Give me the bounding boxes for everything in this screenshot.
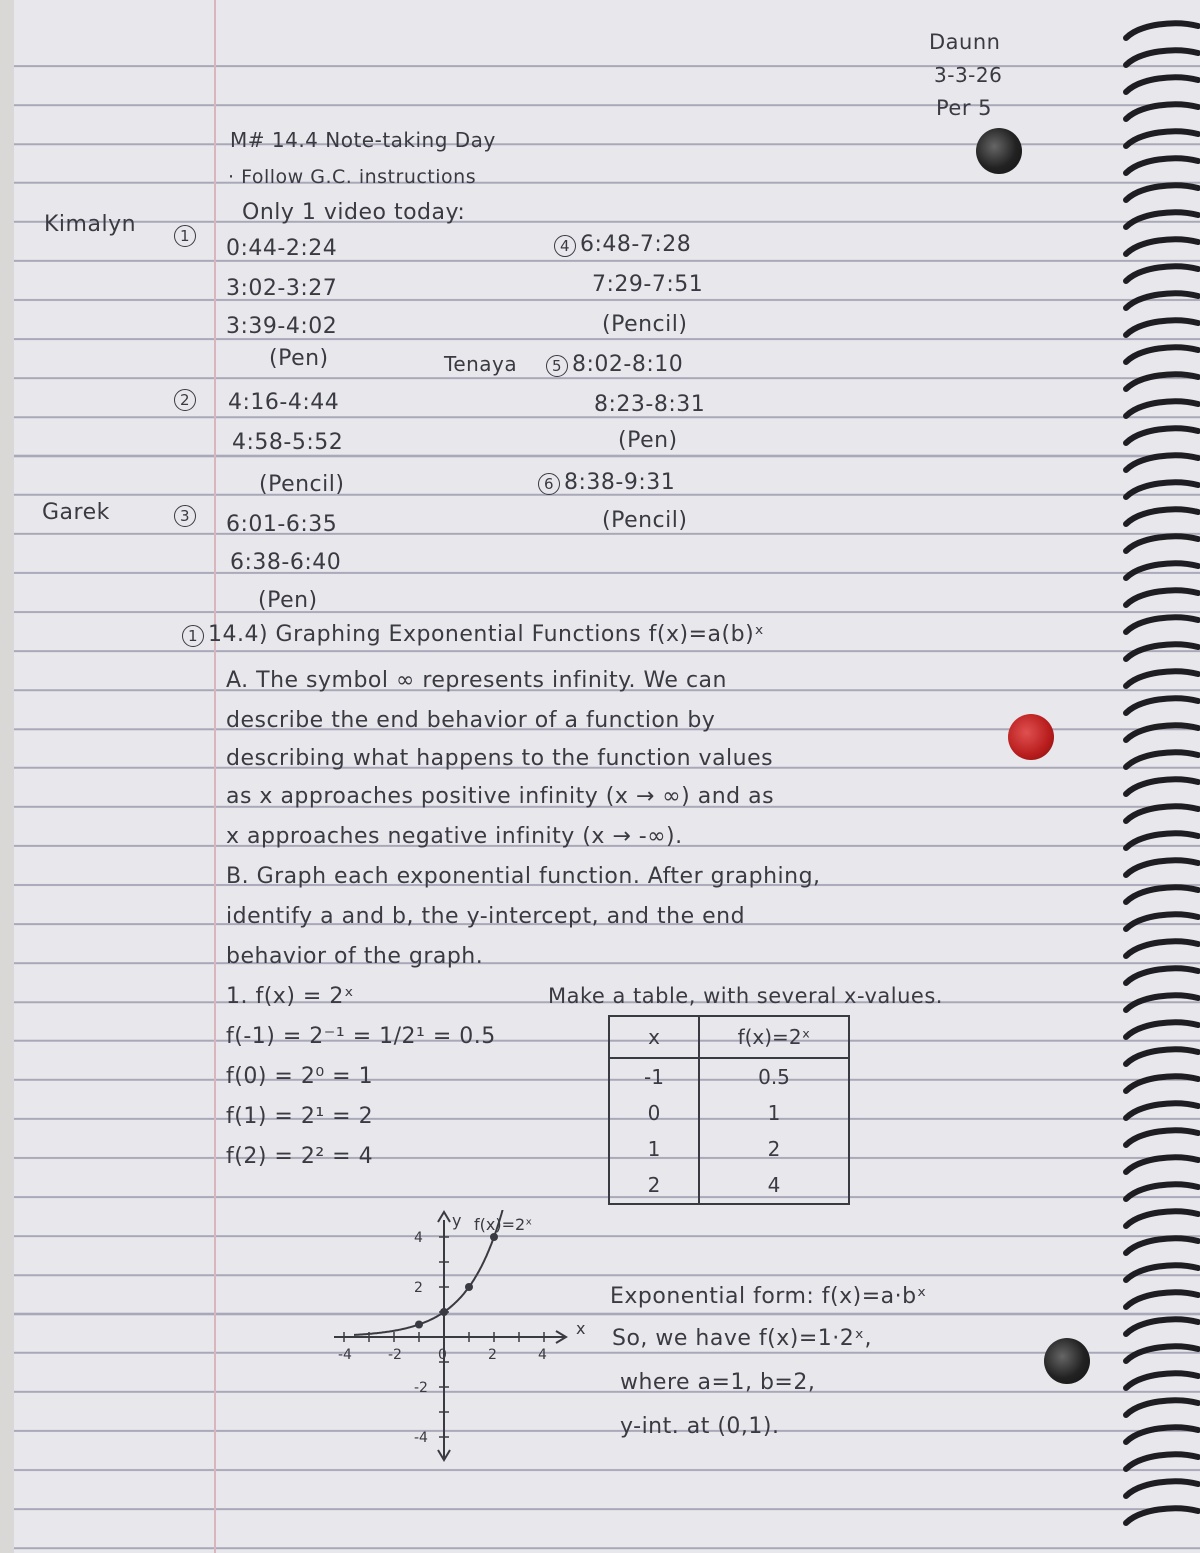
- summary-line: So, we have f(x)=1·2ˣ,: [612, 1326, 873, 1351]
- time: 7:29-7:51: [592, 272, 704, 297]
- spiral-coil: [1126, 158, 1198, 173]
- punch-hole: [1008, 714, 1054, 760]
- paragraph-a-line: describing what happens to the function values: [226, 746, 774, 771]
- paragraph-a-line: describe the end behavior of a function by: [226, 708, 716, 733]
- spiral-coil: [1126, 1427, 1198, 1442]
- spiral-coil: [1126, 914, 1198, 929]
- segment-1: 1: [174, 222, 200, 247]
- time: 8:23-8:31: [594, 392, 706, 417]
- spiral-coil: [1126, 23, 1198, 38]
- y-tick-label: 4: [414, 1230, 423, 1246]
- period: Per 5: [936, 96, 993, 120]
- spiral-coil: [1126, 1184, 1198, 1199]
- paragraph-a-line: x approaches negative infinity (x → -∞).: [226, 824, 683, 849]
- tool-label: (Pen): [618, 428, 678, 453]
- spiral-coil: [1126, 104, 1198, 119]
- instruction-text: Follow G.C. instructions: [241, 166, 477, 188]
- spiral-coil: [1126, 212, 1198, 227]
- spiral-coil: [1126, 185, 1198, 200]
- subtitle: Only 1 video today:: [242, 200, 466, 225]
- table-cell: 2: [609, 1167, 699, 1204]
- spiral-coil: [1126, 563, 1198, 578]
- spiral-coil: [1126, 131, 1198, 146]
- y-tick-label: -2: [414, 1380, 428, 1396]
- table-row: [609, 1095, 849, 1131]
- spiral-coil: [1126, 806, 1198, 821]
- summary-line: y-int. at (0,1).: [620, 1414, 780, 1439]
- table-cell: 2: [699, 1131, 849, 1167]
- punch-hole: [976, 128, 1022, 174]
- segment-4: 4 6:48-7:28: [554, 232, 691, 257]
- table-cell: 4: [699, 1167, 849, 1204]
- spiral-coil: [1126, 995, 1198, 1010]
- calculation-line: f(-1) = 2⁻¹ = 1/2¹ = 0.5: [226, 1024, 496, 1049]
- spiral-coil: [1126, 50, 1198, 65]
- spiral-coil: [1126, 1481, 1198, 1496]
- student-name: Daunn: [929, 30, 1001, 54]
- spiral-coil: [1126, 1130, 1198, 1145]
- name-garek: Garek: [42, 500, 110, 525]
- calculation-line: f(2) = 2² = 4: [226, 1144, 374, 1169]
- spiral-coil: [1126, 293, 1198, 308]
- spiral-coil: [1126, 1319, 1198, 1334]
- spiral-coil: [1126, 590, 1198, 605]
- plotted-point: [440, 1308, 448, 1316]
- spiral-coil: [1126, 968, 1198, 983]
- table-header-row: [609, 1016, 849, 1058]
- table-cell: -1: [609, 1058, 699, 1095]
- spiral-coil: [1126, 1346, 1198, 1361]
- lesson-heading: 1 14.4) Graphing Exponential Functions f(x)=a(b)ˣ: [182, 622, 764, 647]
- spiral-coil: [1126, 482, 1198, 497]
- paragraph-a-line: as x approaches positive infinity (x → ∞) and as: [226, 784, 775, 809]
- plotted-points: [415, 1233, 498, 1329]
- spiral-coil: [1126, 1211, 1198, 1226]
- x-axis-label: x: [576, 1319, 586, 1338]
- segment-6: 6 8:38-9:31: [538, 470, 675, 495]
- spiral-coil: [1126, 644, 1198, 659]
- time: 0:44-2:24: [226, 236, 338, 261]
- x-tick-label: 0: [438, 1347, 447, 1363]
- spiral-coil: [1126, 1454, 1198, 1469]
- summary-line: where a=1, b=2,: [620, 1370, 816, 1395]
- instruction-bullet: · Follow G.C. instructions: [228, 166, 477, 188]
- y-tick-label: 2: [414, 1280, 423, 1296]
- spiral-coil: [1126, 347, 1198, 362]
- table-header: f(x)=2ˣ: [699, 1016, 849, 1058]
- spiral-coil: [1126, 455, 1198, 470]
- value-table: [608, 1015, 850, 1205]
- spiral-coil: [1126, 428, 1198, 443]
- y-tick-label: -4: [414, 1430, 428, 1446]
- spiral-coil: [1126, 698, 1198, 713]
- paragraph-b-line: identify a and b, the y-intercept, and the end: [226, 904, 746, 929]
- spiral-coil: [1126, 1049, 1198, 1064]
- name-tenaya: Tenaya: [444, 352, 518, 376]
- spiral-coil: [1126, 617, 1198, 632]
- paragraph-a-line: A. The symbol ∞ represents infinity. We can: [226, 668, 727, 693]
- tool-label: (Pencil): [259, 472, 345, 497]
- spiral-coil: [1126, 536, 1198, 551]
- notebook-page: [14, 0, 1200, 1553]
- paragraph-b-line: B. Graph each exponential function. After graphing,: [226, 864, 821, 889]
- spiral-coil: [1126, 1508, 1198, 1523]
- table-cell: 0: [609, 1095, 699, 1131]
- spiral-binding: [1120, 0, 1200, 1553]
- spiral-coil: [1126, 1292, 1198, 1307]
- time: 6:01-6:35: [226, 512, 338, 537]
- paragraph-b-line: behavior of the graph.: [226, 944, 484, 969]
- tool-label: (Pen): [258, 588, 318, 613]
- exponential-graph: [324, 1210, 614, 1470]
- date: 3-3-26: [934, 63, 1003, 87]
- punch-hole: [1044, 1338, 1090, 1384]
- spiral-coil: [1126, 941, 1198, 956]
- spiral-coil: [1126, 1400, 1198, 1415]
- plotted-point: [465, 1283, 473, 1291]
- table-row: [609, 1167, 849, 1204]
- time: 4:58-5:52: [232, 430, 344, 455]
- time: 3:39-4:02: [226, 314, 338, 339]
- spiral-coil: [1126, 1265, 1198, 1280]
- spiral-coil: [1126, 1373, 1198, 1388]
- table-header: x: [609, 1016, 699, 1058]
- problem-1: 1. f(x) = 2ˣ: [226, 984, 355, 1009]
- plotted-point: [490, 1233, 498, 1241]
- tool-label: (Pen): [269, 346, 329, 371]
- spiral-coil: [1126, 887, 1198, 902]
- table-cell: 1: [609, 1131, 699, 1167]
- segment-5: 5 8:02-8:10: [546, 352, 683, 377]
- spiral-coil: [1126, 1238, 1198, 1253]
- spiral-coil: [1126, 752, 1198, 767]
- table-row: [609, 1058, 849, 1095]
- spiral-coil: [1126, 320, 1198, 335]
- spiral-coil: [1126, 1103, 1198, 1118]
- page-title: M# 14.4 Note-taking Day: [230, 128, 496, 152]
- calculation-line: f(0) = 2⁰ = 1: [226, 1064, 374, 1089]
- x-tick-label: -2: [388, 1347, 402, 1363]
- spiral-coil: [1126, 266, 1198, 281]
- spiral-coil: [1126, 1076, 1198, 1091]
- spiral-coil: [1126, 374, 1198, 389]
- calculation-line: f(1) = 2¹ = 2: [226, 1104, 374, 1129]
- table-note: Make a table, with several x-values.: [548, 984, 943, 1008]
- spiral-coil: [1126, 725, 1198, 740]
- x-tick-label: 4: [538, 1347, 547, 1363]
- spiral-coil: [1126, 671, 1198, 686]
- spiral-coil: [1126, 239, 1198, 254]
- x-tick-label: -4: [338, 1347, 352, 1363]
- name-kimalyn: Kimalyn: [44, 212, 137, 237]
- table-row: [609, 1131, 849, 1167]
- time: 6:38-6:40: [230, 550, 342, 575]
- time: 3:02-3:27: [226, 276, 338, 301]
- spiral-coil: [1126, 509, 1198, 524]
- spiral-coil: [1126, 779, 1198, 794]
- spiral-coil: [1126, 833, 1198, 848]
- plotted-point: [415, 1321, 423, 1329]
- x-tick-label: 2: [488, 1347, 497, 1363]
- tool-label: (Pencil): [602, 312, 688, 337]
- spiral-coil: [1126, 1157, 1198, 1172]
- tool-label: (Pencil): [602, 508, 688, 533]
- margin-line: [214, 0, 216, 1553]
- table-cell: 0.5: [699, 1058, 849, 1095]
- spiral-coil: [1126, 1022, 1198, 1037]
- curve-label: f(x)=2ˣ: [474, 1215, 533, 1234]
- y-axis-label: y: [452, 1211, 462, 1230]
- spiral-coil: [1126, 401, 1198, 416]
- spiral-coil: [1126, 77, 1198, 92]
- segment-3: 3: [174, 502, 200, 527]
- summary-line: Exponential form: f(x)=a·bˣ: [610, 1284, 927, 1309]
- table-cell: 1: [699, 1095, 849, 1131]
- segment-2: 2: [174, 386, 200, 411]
- time: 4:16-4:44: [228, 390, 340, 415]
- spiral-coil: [1126, 860, 1198, 875]
